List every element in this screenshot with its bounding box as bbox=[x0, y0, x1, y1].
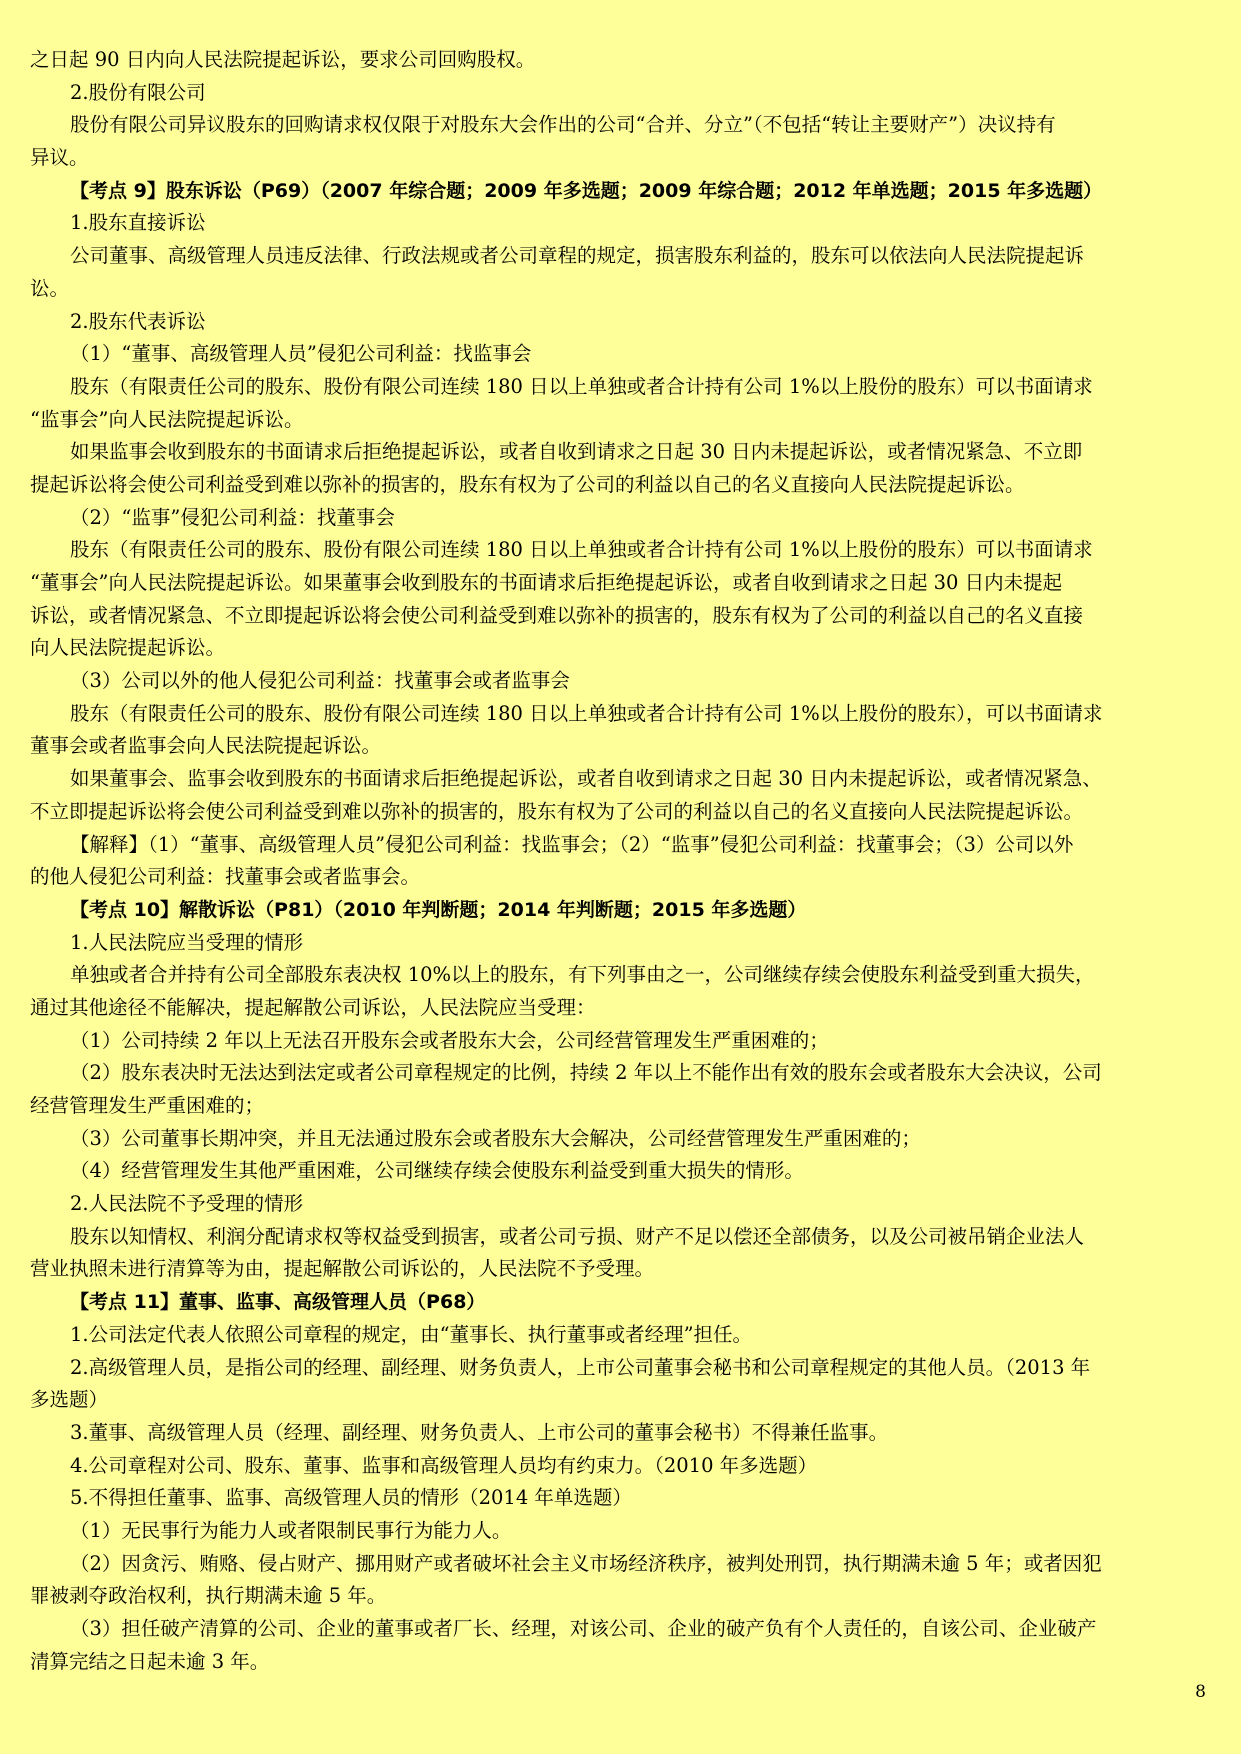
text-line: 股东（有限责任公司的股东、股份有限公司连续 180 日以上单独或者合计持有公司 1%以上股份的股东）可以书面请求 bbox=[70, 374, 1093, 398]
text-line: 异议。 bbox=[30, 146, 89, 170]
text-line: 之日起 90 日内向人民法院提起诉讼，要求公司回购股权。 bbox=[30, 48, 536, 71]
text-line: 3.董事、高级管理人员（经理、副经理、财务负责人、上市公司的董事会秘书）不得兼任监事。 bbox=[70, 1420, 889, 1444]
text-line: 罪被剥夺政治权利，执行期满未逾 5 年。 bbox=[30, 1584, 387, 1608]
text-line: 不立即提起诉讼将会使公司利益受到难以弥补的损害的，股东有权为了公司的利益以自己的名义直接向人民法院提起诉讼。 bbox=[30, 799, 1084, 823]
text-line: 诉讼，或者情况紧急、不立即提起诉讼将会使公司利益受到难以弥补的损害的，股东有权为了公司的利益以自己的名义直接 bbox=[30, 603, 1084, 627]
text-line: 4.公司章程对公司、股东、董事、监事和高级管理人员均有约束力。（2010 年多选题） bbox=[70, 1453, 818, 1477]
text-line: （4）经营管理发生其他严重困难，公司继续存续会使股东利益受到重大损失的情形。 bbox=[70, 1159, 804, 1183]
text-line: 股份有限公司异议股东的回购请求权仅限于对股东大会作出的公司“合并、分立”（不包括“转让主要财产”）决议持有 bbox=[70, 113, 1056, 137]
text-line: （1）公司持续 2 年以上无法召开股东会或者股东大会，公司经营管理发生严重困难的； bbox=[70, 1028, 829, 1052]
section-heading: 【考点 10】解散诉讼（P81）（2010 年判断题；2014 年判断题；2015 年多选题） bbox=[70, 898, 807, 921]
text-line: 股东以知情权、利润分配请求权等权益受到损害，或者公司亏损、财产不足以偿还全部债务，以及公司被吊销企业法人 bbox=[70, 1224, 1085, 1248]
text-line: 1.股东直接诉讼 bbox=[70, 211, 206, 235]
section-heading: 【考点 9】股东诉讼（P69）（2007 年综合题；2009 年多选题；2009 年综合题；2012 年单选题；2015 年多选题） bbox=[70, 179, 1103, 202]
text-line: 的他人侵犯公司利益：找董事会或者监事会。 bbox=[30, 865, 421, 889]
text-line: 2.股份有限公司 bbox=[70, 80, 206, 104]
text-line: 通过其他途径不能解决，提起解散公司诉讼，人民法院应当受理： bbox=[30, 995, 596, 1019]
text-line: 如果监事会收到股东的书面请求后拒绝提起诉讼，或者自收到请求之日起 30 日内未提起诉讼，或者情况紧急、不立即 bbox=[70, 440, 1083, 464]
text-line: 多选题） bbox=[30, 1388, 109, 1412]
text-line: 股东（有限责任公司的股东、股份有限公司连续 180 日以上单独或者合计持有公司 1%以上股份的股东）可以书面请求 bbox=[70, 538, 1093, 562]
text-line: 讼。 bbox=[30, 276, 70, 300]
text-line: （3）担任破产清算的公司、企业的董事或者厂长、经理，对该公司、企业的破产负有个人责任的，自该公司、企业破产 bbox=[70, 1617, 1097, 1640]
page-number: 8 bbox=[1195, 1682, 1206, 1702]
document-body bbox=[30, 0, 1212, 1678]
text-line: （2）“监事”侵犯公司利益：找董事会 bbox=[70, 505, 395, 529]
text-line: 股东（有限责任公司的股东、股份有限公司连续 180 日以上单独或者合计持有公司 1%以上股份的股东），可以书面请求 bbox=[70, 701, 1103, 725]
text-line: 向人民法院提起诉讼。 bbox=[30, 636, 226, 660]
text-line: 公司董事、高级管理人员违反法律、行政法规或者公司章程的规定，损害股东利益的，股东可以依法向人民法院提起诉 bbox=[70, 244, 1085, 268]
text-line: 提起诉讼将会使公司利益受到难以弥补的损害的，股东有权为了公司的利益以自己的名义直接向人民法院提起诉讼。 bbox=[30, 472, 1025, 496]
text-line: （3）公司以外的他人侵犯公司利益：找董事会或者监事会 bbox=[70, 669, 570, 693]
text-line: 1.公司法定代表人依照公司章程的规定，由“董事长、执行董事或者经理”担任。 bbox=[70, 1322, 753, 1346]
text-line: 5.不得担任董事、监事、高级管理人员的情形（2014 年单选题） bbox=[70, 1486, 632, 1510]
text-line: 董事会或者监事会向人民法院提起诉讼。 bbox=[30, 734, 382, 758]
text-line: 单独或者合并持有公司全部股东表决权 10%以上的股东，有下列事由之一，公司继续存续会使股东利益受到重大损失， bbox=[70, 963, 1095, 987]
text-line: （2）股东表决时无法达到法定或者公司章程规定的比例，持续 2 年以上不能作出有效的股东会或者股东大会决议，公司 bbox=[70, 1061, 1102, 1085]
text-line: 营业执照未进行清算等为由，提起解散公司诉讼的，人民法院不予受理。 bbox=[30, 1257, 655, 1281]
text-line: （2）因贪污、贿赂、侵占财产、挪用财产或者破坏社会主义市场经济秩序，被判处刑罚，执行期满未逾 5 年；或者因犯 bbox=[70, 1551, 1102, 1575]
text-line: 1.人民法院应当受理的情形 bbox=[70, 930, 304, 954]
text-line: （1）无民事行为能力人或者限制民事行为能力人。 bbox=[70, 1518, 512, 1542]
text-line: （1）“董事、高级管理人员”侵犯公司利益：找监事会 bbox=[70, 342, 532, 366]
text-line: 2.人民法院不予受理的情形 bbox=[70, 1192, 304, 1216]
text-line: 经营管理发生严重困难的； bbox=[30, 1094, 265, 1117]
text-line: “董事会”向人民法院提起诉讼。如果董事会收到股东的书面请求后拒绝提起诉讼，或者自收到请求之日起 30 日内未提起 bbox=[30, 571, 1063, 594]
section-heading: 【考点 11】董事、监事、高级管理人员（P68） bbox=[70, 1291, 486, 1314]
text-line: “监事会”向人民法院提起诉讼。 bbox=[30, 407, 304, 431]
text-line: 2.高级管理人员，是指公司的经理、副经理、财务负责人，上市公司董事会秘书和公司章程规定的其他人员。（2013 年 bbox=[70, 1355, 1091, 1379]
text-line: 如果董事会、监事会收到股东的书面请求后拒绝提起诉讼，或者自收到请求之日起 30 日内未提起诉讼，或者情况紧急、 bbox=[70, 767, 1102, 791]
text-line: 清算完结之日起未逾 3 年。 bbox=[30, 1649, 270, 1673]
text-line: 2.股东代表诉讼 bbox=[70, 309, 206, 333]
text-line: （3）公司董事长期冲突，并且无法通过股东会或者股东大会解决，公司经营管理发生严重困难的； bbox=[70, 1126, 921, 1150]
text-line: 【解释】（1）“董事、高级管理人员”侵犯公司利益：找监事会；（2）“监事”侵犯公司利益：找董事会；（3）公司以外 bbox=[70, 832, 1074, 856]
